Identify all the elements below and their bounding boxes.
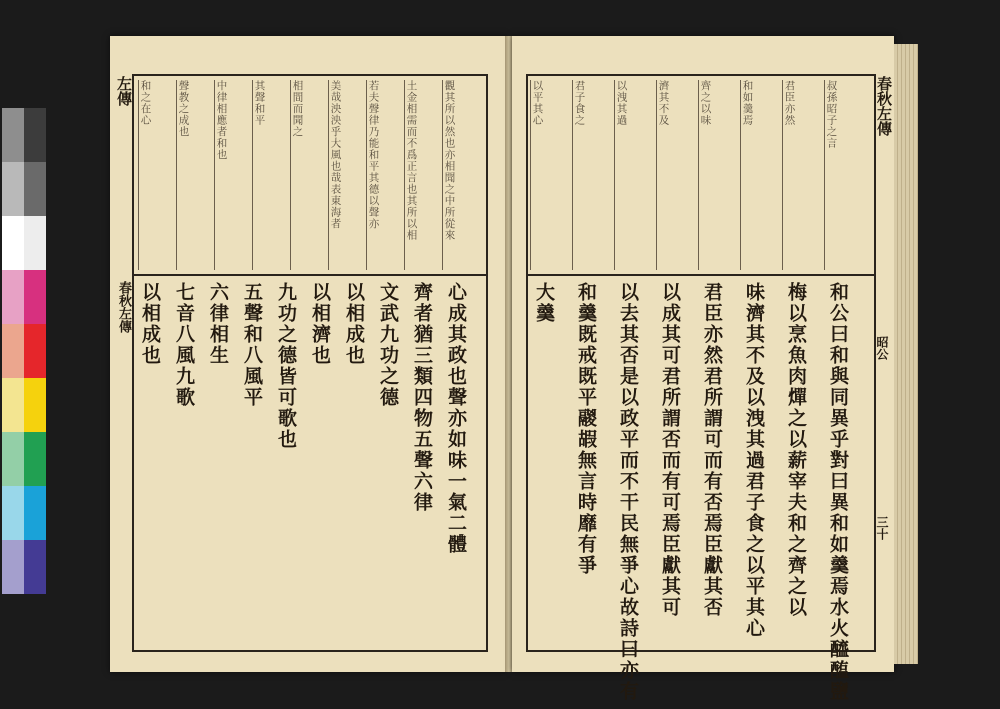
commentary-column: 美哉泱泱乎大風也哉表東海者: [329, 80, 342, 230]
color-swatch: [2, 378, 24, 432]
column-rule: [824, 80, 825, 270]
main-text-column: 以相成也: [343, 282, 365, 366]
color-swatch: [2, 108, 24, 162]
main-text-column: 大羹: [533, 282, 555, 324]
column-rule: [176, 80, 177, 270]
color-swatch: [24, 324, 46, 378]
color-swatch: [24, 432, 46, 486]
commentary-column: 和如羹焉: [741, 80, 754, 126]
commentary-column: 其聲和平: [253, 80, 266, 126]
column-rule: [740, 80, 741, 270]
color-swatch: [2, 216, 24, 270]
commentary-column: 濟其不及: [657, 80, 670, 126]
commentary-column: 和之在心: [139, 80, 152, 126]
column-rule: [442, 80, 443, 270]
right-margin-label: 昭公: [875, 336, 889, 360]
column-rule: [614, 80, 615, 270]
color-swatch: [24, 270, 46, 324]
main-text-column: 文武九功之德: [377, 282, 399, 408]
main-text-column: 和羹既戒既平鬷嘏無言時靡有爭: [575, 282, 597, 576]
main-text-column: 九功之德皆可歌也: [275, 282, 297, 450]
column-rule: [366, 80, 367, 270]
main-text-column: 味濟其不及以洩其過君子食之以平其心: [743, 282, 765, 639]
main-text-column: 和公曰和與同異乎對曰異和如羹焉水火醯醢鹽: [827, 282, 849, 702]
color-swatch: [24, 378, 46, 432]
left-edge-label: 左傳: [115, 76, 133, 106]
main-text-column: 以成其可君所謂否而有可焉臣獻其可: [659, 282, 681, 618]
column-rule: [572, 80, 573, 270]
commentary-column: 土金相需而不爲正言也其所以相: [405, 80, 418, 241]
page-number: 三十: [875, 516, 889, 540]
color-swatch: [2, 540, 24, 594]
page-edges-stack: [894, 44, 918, 664]
right-upper-register-divider: [526, 274, 874, 276]
commentary-column: 若夫聲律乃能和平其德以聲亦: [367, 80, 380, 230]
color-swatch: [24, 540, 46, 594]
color-calibration-strip: [2, 108, 46, 598]
column-rule: [404, 80, 405, 270]
commentary-column: 相間而聞之: [291, 80, 304, 138]
column-rule: [530, 80, 531, 270]
right-edge-label: 春秋左傳: [875, 76, 893, 136]
main-text-column: 以去其否是以政平而不干民無爭心故詩曰亦有: [617, 282, 639, 702]
column-rule: [138, 80, 139, 270]
commentary-column: 聲教之成也: [177, 80, 190, 138]
main-text-column: 七音八風九歌: [173, 282, 195, 408]
left-upper-register-divider: [132, 274, 486, 276]
commentary-column: 齊之以味: [699, 80, 712, 126]
main-text-column: 以相成也: [139, 282, 161, 366]
color-swatch: [24, 216, 46, 270]
column-rule: [328, 80, 329, 270]
main-text-column: 梅以烹魚肉燀之以薪宰夫和之齊之以: [785, 282, 807, 618]
commentary-column: 以洩其過: [615, 80, 628, 126]
column-rule: [698, 80, 699, 270]
left-margin-label: 春秋左傳: [116, 281, 131, 333]
color-swatch: [2, 324, 24, 378]
main-text-column: 心成其政也聲亦如味一氣二體: [445, 282, 467, 555]
column-rule: [782, 80, 783, 270]
commentary-column: 君子食之: [573, 80, 586, 126]
main-text-column: 五聲和八風平: [241, 282, 263, 408]
color-swatch: [24, 162, 46, 216]
main-text-column: 六律相生: [207, 282, 229, 366]
commentary-column: 觀其所以然也亦相聞之中所從來: [443, 80, 456, 241]
column-rule: [252, 80, 253, 270]
column-rule: [214, 80, 215, 270]
main-text-column: 以相濟也: [309, 282, 331, 366]
main-text-column: 君臣亦然君所謂可而有否焉臣獻其否: [701, 282, 723, 618]
color-swatch: [2, 432, 24, 486]
color-swatch: [2, 270, 24, 324]
color-swatch: [24, 108, 46, 162]
commentary-column: 以平其心: [531, 80, 544, 126]
commentary-column: 君臣亦然: [783, 80, 796, 126]
right-page: [512, 36, 894, 702]
color-swatch: [2, 486, 24, 540]
commentary-column: 中律相應者和也: [215, 80, 228, 161]
left-page: [110, 36, 506, 672]
main-text-column: 齊者猶三類四物五聲六律: [411, 282, 433, 513]
column-rule: [656, 80, 657, 270]
color-swatch: [2, 162, 24, 216]
column-rule: [290, 80, 291, 270]
commentary-column: 叔孫昭子之言: [825, 80, 838, 149]
color-swatch: [24, 486, 46, 540]
